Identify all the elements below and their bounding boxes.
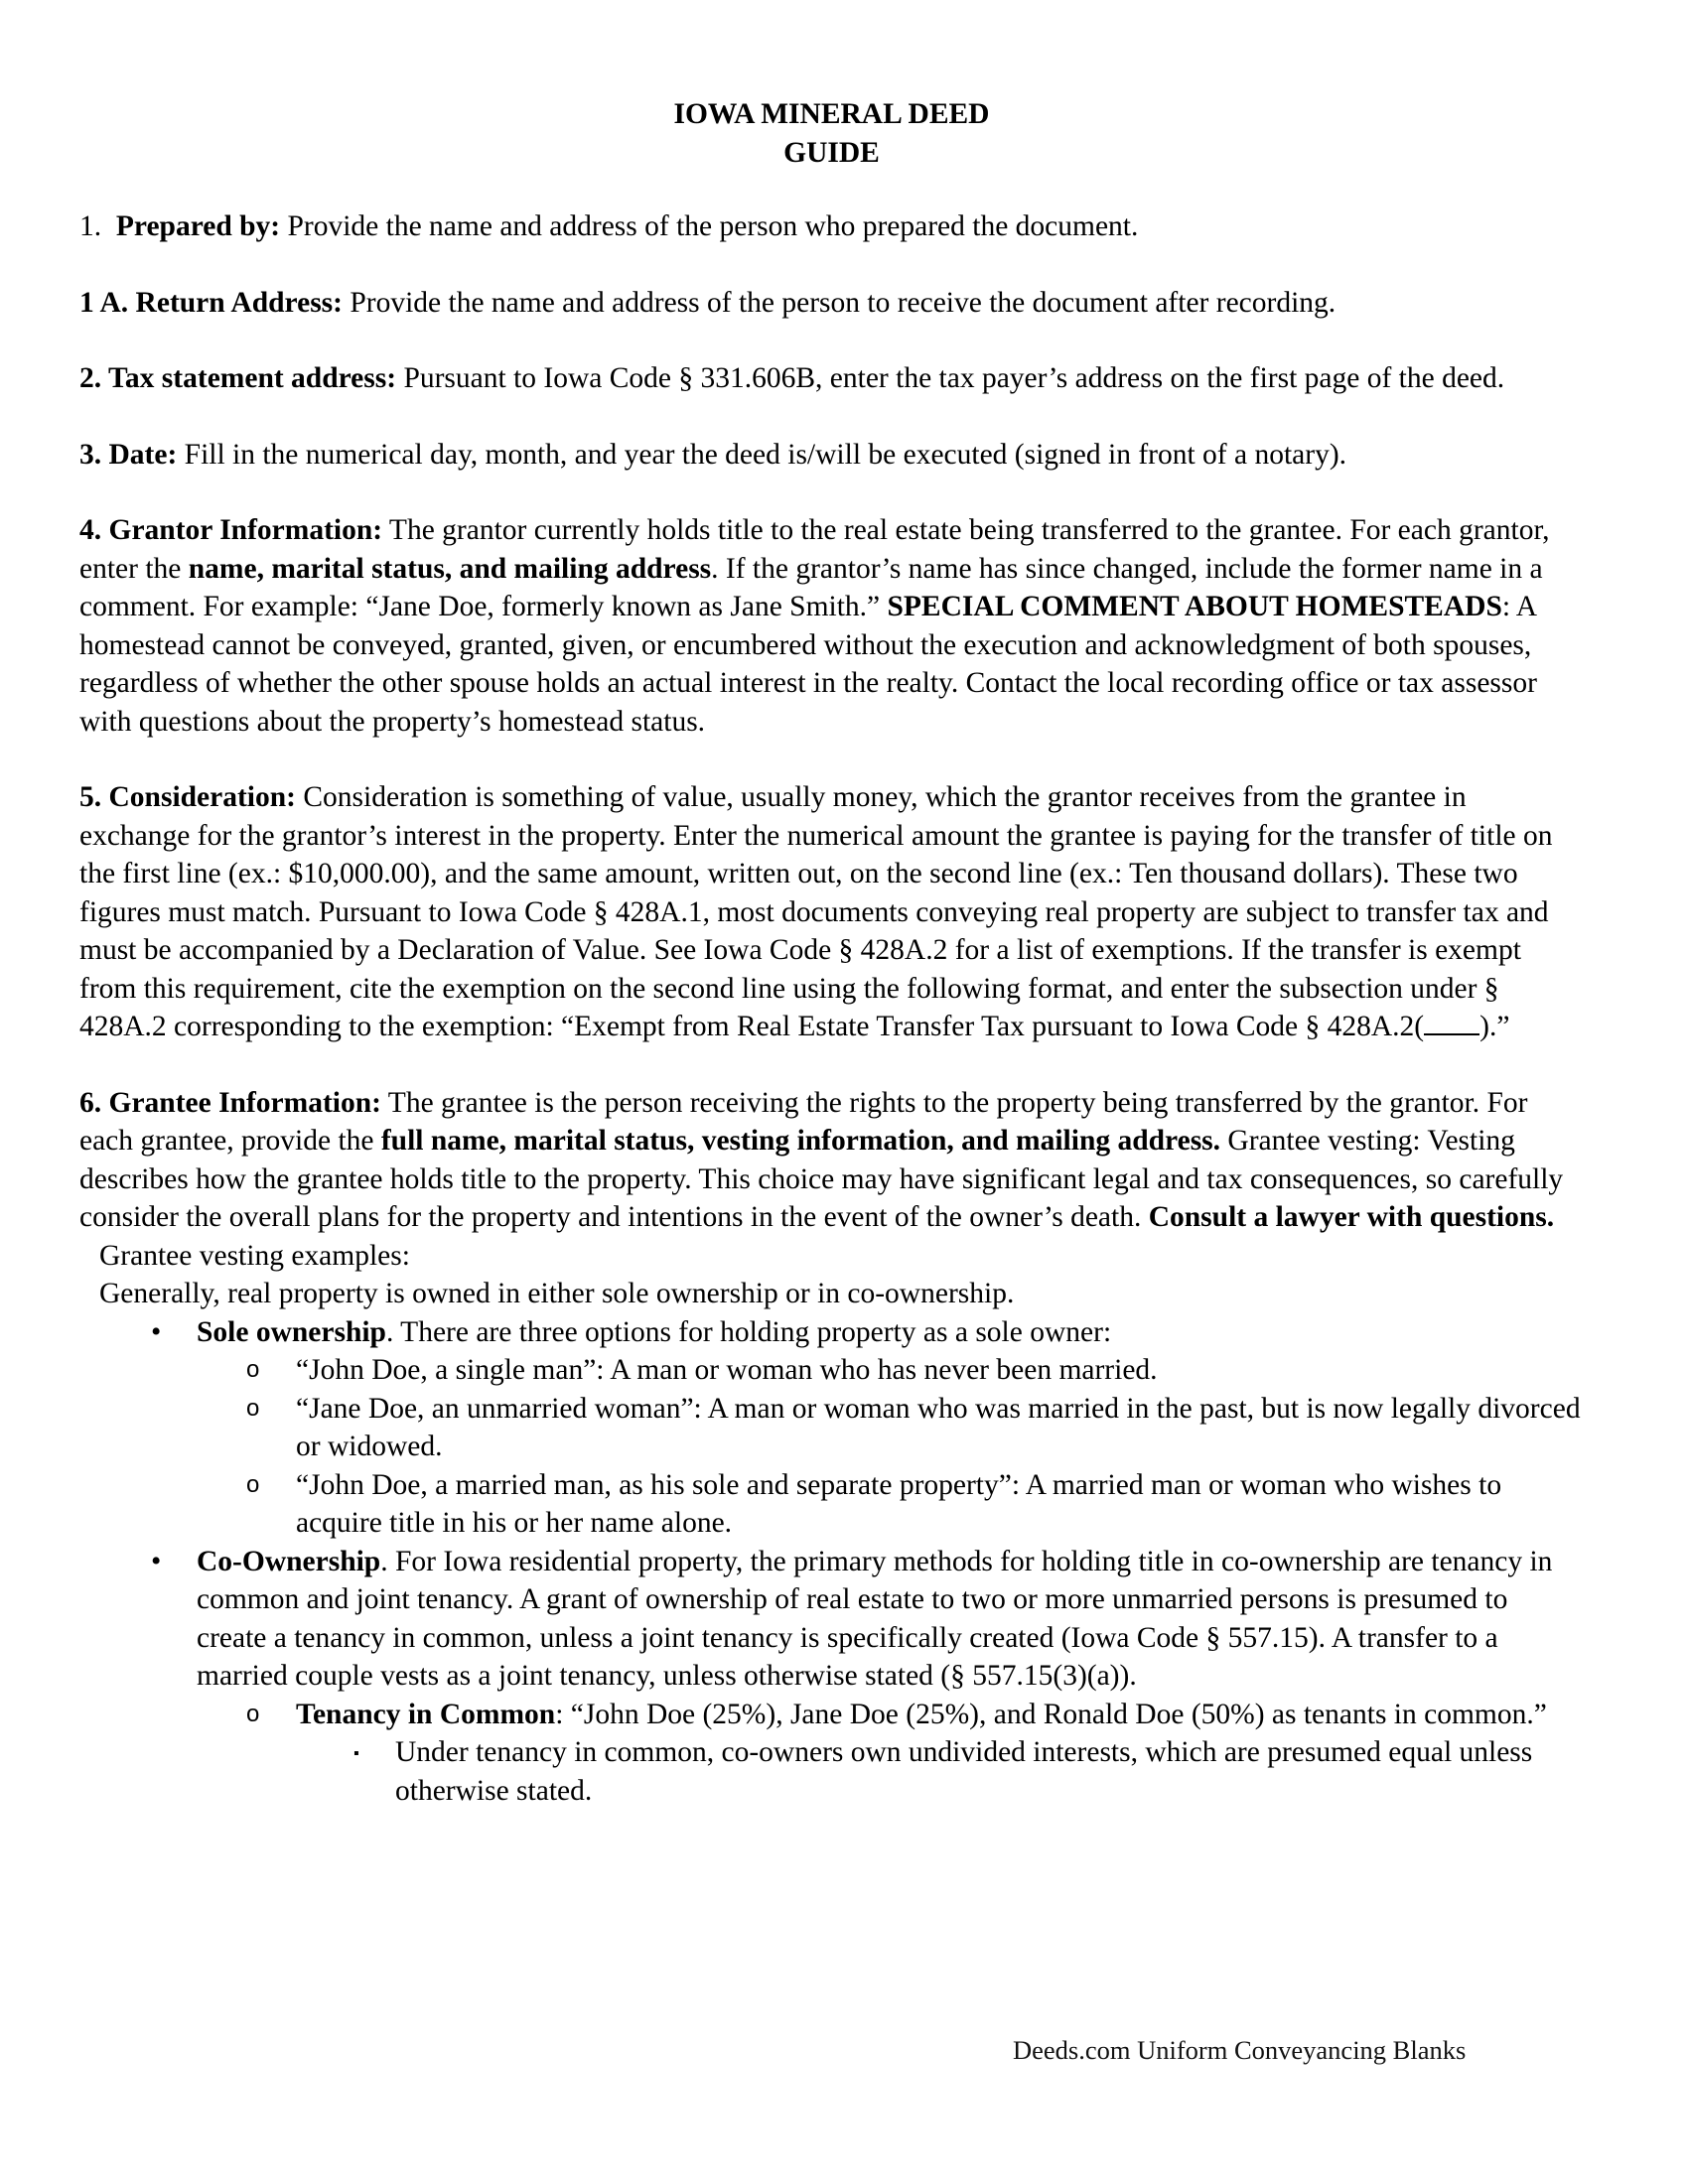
list-item-text: : “John Doe (25%), Jane Doe (25%), and Ronald Doe (50%) as tenants in common.” [555,1698,1547,1730]
section-text: Pursuant to Iowa Code § 331.606B, enter the tax payer’s address on the first page of the deed. [396,362,1505,394]
section-grantor-information [79,511,1584,741]
bullet-sole-ownership [151,1313,1584,1543]
list-item-text: “John Doe, a married man, as his sole and separate property”: A married man or woman who wishes to acquire title in his or her name alone. [296,1468,1502,1539]
exemption-blank-line [1424,1008,1479,1035]
section-text: Provide the name and address of the person who prepared the document. [280,210,1139,242]
list-item [246,1351,1584,1390]
section-emphasis: Consult a lawyer with questions. [1148,1201,1555,1233]
section-number: 1. [79,210,102,242]
circle-bullet-icon: o [246,1394,260,1422]
section-label: 2. Tax statement address: [79,362,397,394]
bullet-text: . There are three options for holding property as a sole owner: [385,1315,1112,1348]
bullet-icon: • [151,1315,162,1348]
list-item-tenancy-in-common [246,1696,1584,1811]
section-text: The grantee is the person receiving the rights to the property being transferred by the grantor. For each grantee, provide the [79,1086,1528,1157]
list-item [246,1390,1584,1466]
section-tax-statement-address [79,359,1584,398]
section-label: 3. Date: [79,438,178,471]
section-emphasis: full name, marital status, vesting information, and mailing address. [380,1125,1221,1157]
vesting-bullet-list [79,1313,1584,1811]
bullet-label: Sole ownership [197,1315,386,1348]
circle-bullet-icon: o [246,1356,260,1383]
section-text: : A homestead cannot be conveyed, granted, given, or encumbered without the execution and acknowledgment of both spouses, regardless of whether the other spouse holds an actual interest in the realty. Contact the local recording office or tax assessor with questions about the property’s homestead status. [79,591,1537,738]
co-ownership-options [197,1696,1584,1811]
section-text: Fill in the numerical day, month, and year the deed is/will be executed (signed in front of a notary). [177,438,1347,471]
section-text: ).” [1479,1011,1510,1042]
sole-ownership-options [197,1351,1584,1543]
title-line-1: IOWA MINERAL DEED [673,98,990,130]
document-page [79,95,1584,1810]
list-item-text: “Jane Doe, an unmarried woman”: A man or woman who was married in the past, but is now legally divorced or widowed. [296,1392,1581,1462]
bullet-label: Co-Ownership [197,1545,381,1577]
bullet-text: . For Iowa residential property, the primary methods for holding title in co-ownership are tenancy in common and joint tenancy. A grant of ownership of real estate to two or more unmarried persons is presumed to create a tenancy in common, unless a joint tenancy is specifically created (Iowa Code § 557.15). A transfer to a married couple vests as a joint tenancy, unless otherwise stated (§ 557.15(3)(a)). [197,1545,1553,1692]
document-title [79,95,1584,172]
bullet-co-ownership [151,1543,1584,1811]
section-label: 6. Grantee Information: [79,1086,381,1119]
section-text: Consideration is something of value, usually money, which the grantor receives from the grantee in exchange for the grantor’s interest in the property. Enter the numerical amount the grantee is paying for the transfer of title on the first line (ex.: $10,000.00), and the same amount, written out, on the second line (ex.: Ten thousand dollars). These two figures must match. Pursuant to Iowa Code § 428A.1, most documents conveying real property are subject to transfer tax and must be accompanied by a Declaration of Value. See Iowa Code § 428A.2 for a list of exemptions. If the transfer is exempt from this requirement, cite the exemption on the second line using the following format, and enter the subsection under § 428A.2 corresponding to the exemption: “Exempt from Real Estate Transfer Tax pursuant to Iowa Code § 428A.2( [79,781,1553,1042]
circle-bullet-icon: o [246,1700,260,1727]
title-line-2: GUIDE [783,136,880,169]
bullet-icon: • [151,1545,162,1577]
section-label: 5. Consideration: [79,781,296,813]
section-label: 4. Grantor Information: [79,514,383,546]
page-footer: Deeds.com Uniform Conveyancing Blanks [1013,2035,1467,2065]
section-prepared-by [79,207,1584,246]
section-text: The grantor currently holds title to the real estate being transferred to the grantee. For each grantor, enter the [79,514,1550,585]
tenancy-in-common-details [296,1733,1584,1810]
section-label: Prepared by: [115,210,281,242]
vesting-examples-heading: Grantee vesting examples: [99,1239,410,1272]
square-bullet-icon: ▪ [353,1745,359,1762]
list-item-text: Under tenancy in common, co-owners own undivided interests, which are presumed equal unless otherwise stated. [395,1736,1533,1807]
section-label: 1 A. Return Address: [79,286,343,319]
section-emphasis: name, marital status, and mailing address [188,552,712,585]
vesting-generally-text: Generally, real property is owned in either sole ownership or in co-ownership. [99,1278,1015,1309]
section-return-address [79,284,1584,323]
section-text: Provide the name and address of the person to receive the document after recording. [342,286,1336,319]
list-item-text: “John Doe, a single man”: A man or woman who has never been married. [296,1354,1158,1386]
section-text: Grantee vesting: Vesting describes how the grantee holds title to the property. This choice may have significant legal and tax consequences, so carefully consider the overall plans for the property and intentions in the event of the owner’s death. [79,1125,1564,1233]
section-text: . If the grantor’s name has since changed, include the former name in a comment. For example: “Jane Doe, formerly known as Jane Smith.” [79,552,1543,622]
list-item [246,1466,1584,1543]
list-item [353,1733,1584,1810]
list-item-label: Tenancy in Common [296,1698,556,1730]
section-date [79,436,1584,475]
section-consideration [79,778,1584,1046]
circle-bullet-icon: o [246,1470,260,1498]
homestead-comment-label: SPECIAL COMMENT ABOUT HOMESTEADS [887,591,1502,622]
section-grantee-information [79,1084,1584,1237]
